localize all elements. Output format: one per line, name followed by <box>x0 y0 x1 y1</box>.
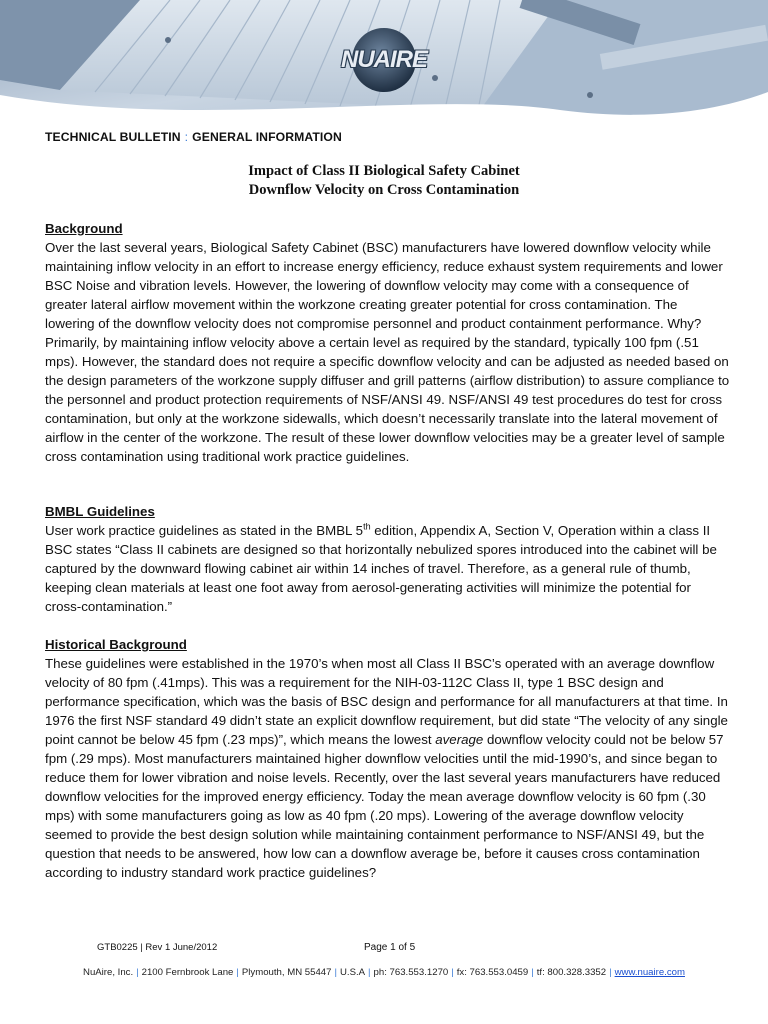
section-heading-bmbl: BMBL Guidelines <box>45 504 155 519</box>
bulletin-label: TECHNICAL BULLETIN <box>45 130 181 144</box>
footer-tollfree: tf: 800.328.3352 <box>536 967 607 978</box>
bulletin-category: GENERAL INFORMATION <box>192 130 342 144</box>
footer-phone: ph: 763.553.1270 <box>373 967 449 978</box>
logo-wordmark: NUAIRE <box>340 46 427 73</box>
historical-emphasis: average <box>435 732 484 747</box>
footer-city: Plymouth, MN 55447 <box>241 967 332 978</box>
section-heading-background: Background <box>45 221 123 236</box>
section-background <box>45 219 730 466</box>
footer-country: U.S.A <box>339 967 366 978</box>
footer-contact-line: NuAire, Inc. | 2100 Fernbrook Lane | Plymouth, MN 55447 | U.S.A | ph: 763.553.1270 | fx: 763.553.0459 | tf: 800.328.3352 | www.nuaire.com <box>83 967 685 978</box>
document-title-line-1: Impact of Class II Biological Safety Cabinet <box>248 163 520 179</box>
section-heading-historical: Historical Background <box>45 637 187 652</box>
header-banner <box>0 0 768 130</box>
bmbl-text-part-1: User work practice guidelines as stated in the BMBL 5 <box>45 523 364 538</box>
section-body-historical <box>45 654 730 882</box>
bmbl-edition-superscript: th <box>363 521 371 532</box>
document-title-line-2: Downflow Velocity on Cross Contamination <box>248 182 520 198</box>
footer-street: 2100 Fernbrook Lane <box>141 967 234 978</box>
section-historical-background <box>45 635 730 882</box>
bulletin-separator: : <box>184 130 189 144</box>
bulletin-type-label <box>45 130 342 144</box>
bmbl-text-part-2: edition, Appendix A, Section V, Operation within a class II BSC states “Class II cabinets are designed so that horizontally nebulized spores introduced into the cabinet will be captured by the downward flowing cabinet air within 14 inches of travel. Therefore, as a general rule of thumb, keeping clean materials at least one foot away from aerosol-generating activities will minimize the potential for cross-contamination.” <box>45 523 717 614</box>
footer-doc-id: GTB0225 | Rev 1 June/2012 <box>97 942 218 953</box>
footer-page-number: Page 1 of 5 <box>364 942 416 953</box>
section-body-bmbl <box>45 521 730 616</box>
footer-website-link[interactable]: www.nuaire.com <box>614 967 685 978</box>
section-body-background: Over the last several years, Biological Safety Cabinet (BSC) manufacturers have lowered downflow velocity while maintaining inflow velocity in an effort to increase energy efficiency, reduce exhaust system requirements and lower BSC Noise and vibration levels. However, the lowering of downflow velocity may come with a consequence of greater lateral airflow movement within the workzone creating greater potential for cross contamination. The lowering of the downflow velocity does not compromise personnel and product containment performance. Why? Primarily, by maintaining inflow velocity above a certain level as required by the standard, typically 100 fpm (.51 mps). However, the standard does not require a specific downflow velocity and can be adjusted as needed based on the design parameters of the workzone supply diffuser and grill patterns (airflow distribution) to assure compliance to the personnel and product protection requirements of NSF/ANSI 49. NSF/ANSI 49 test procedures do test for cross contamination, but only at the workzone sidewalls, which doesn’t necessarily translate into the lateral movement of airflow in the center of the workzone. The result of these lower downflow velocities may be a greater level of sample cross contamination using traditional work practice guidelines. <box>45 240 730 464</box>
footer-company: NuAire, Inc. <box>83 967 134 978</box>
footer-fax: fx: 763.553.0459 <box>456 967 529 978</box>
historical-text-part-1: These guidelines were established in the 1970’s when most all Class II BSC’s operated with an average downflow velocity of 80 fpm (.41mps). This was a requirement for the NIH-03-112C Class II, type 1 BSC design and performance specification, which was the basis of BSC design and performance for all manufacturers at that time. In 1976 the first NSF standard 49 didn’t state an explicit downflow requirement, but did state “The velocity of any single point cannot be below 45 fpm (.23 mps)”, which means the lowest <box>45 656 728 747</box>
historical-text-part-2: downflow velocity could not be below 57 fpm (.29 mps). Most manufacturers maintained higher downflow velocities until the mid-1990’s, and since began to reduce them for lower vibration and noise levels. Recently, over the last several years manufacturers have reduced downflow velocities for the improved energy efficiency. Today the mean average downflow velocity is 60 fpm (.30 mps) with some manufacturers going as low as 40 fpm (.20 mps). Lowering of the average downflow velocity seemed to provide the best design solution while maintaining containment performance to NSF/ANSI 49, but the question that needs to be answered, how low can a downflow average be, before it causes cross contamination according to industry standard work practice guidelines? <box>45 732 724 880</box>
section-bmbl-guidelines <box>45 502 730 616</box>
nuaire-logo <box>334 28 434 98</box>
